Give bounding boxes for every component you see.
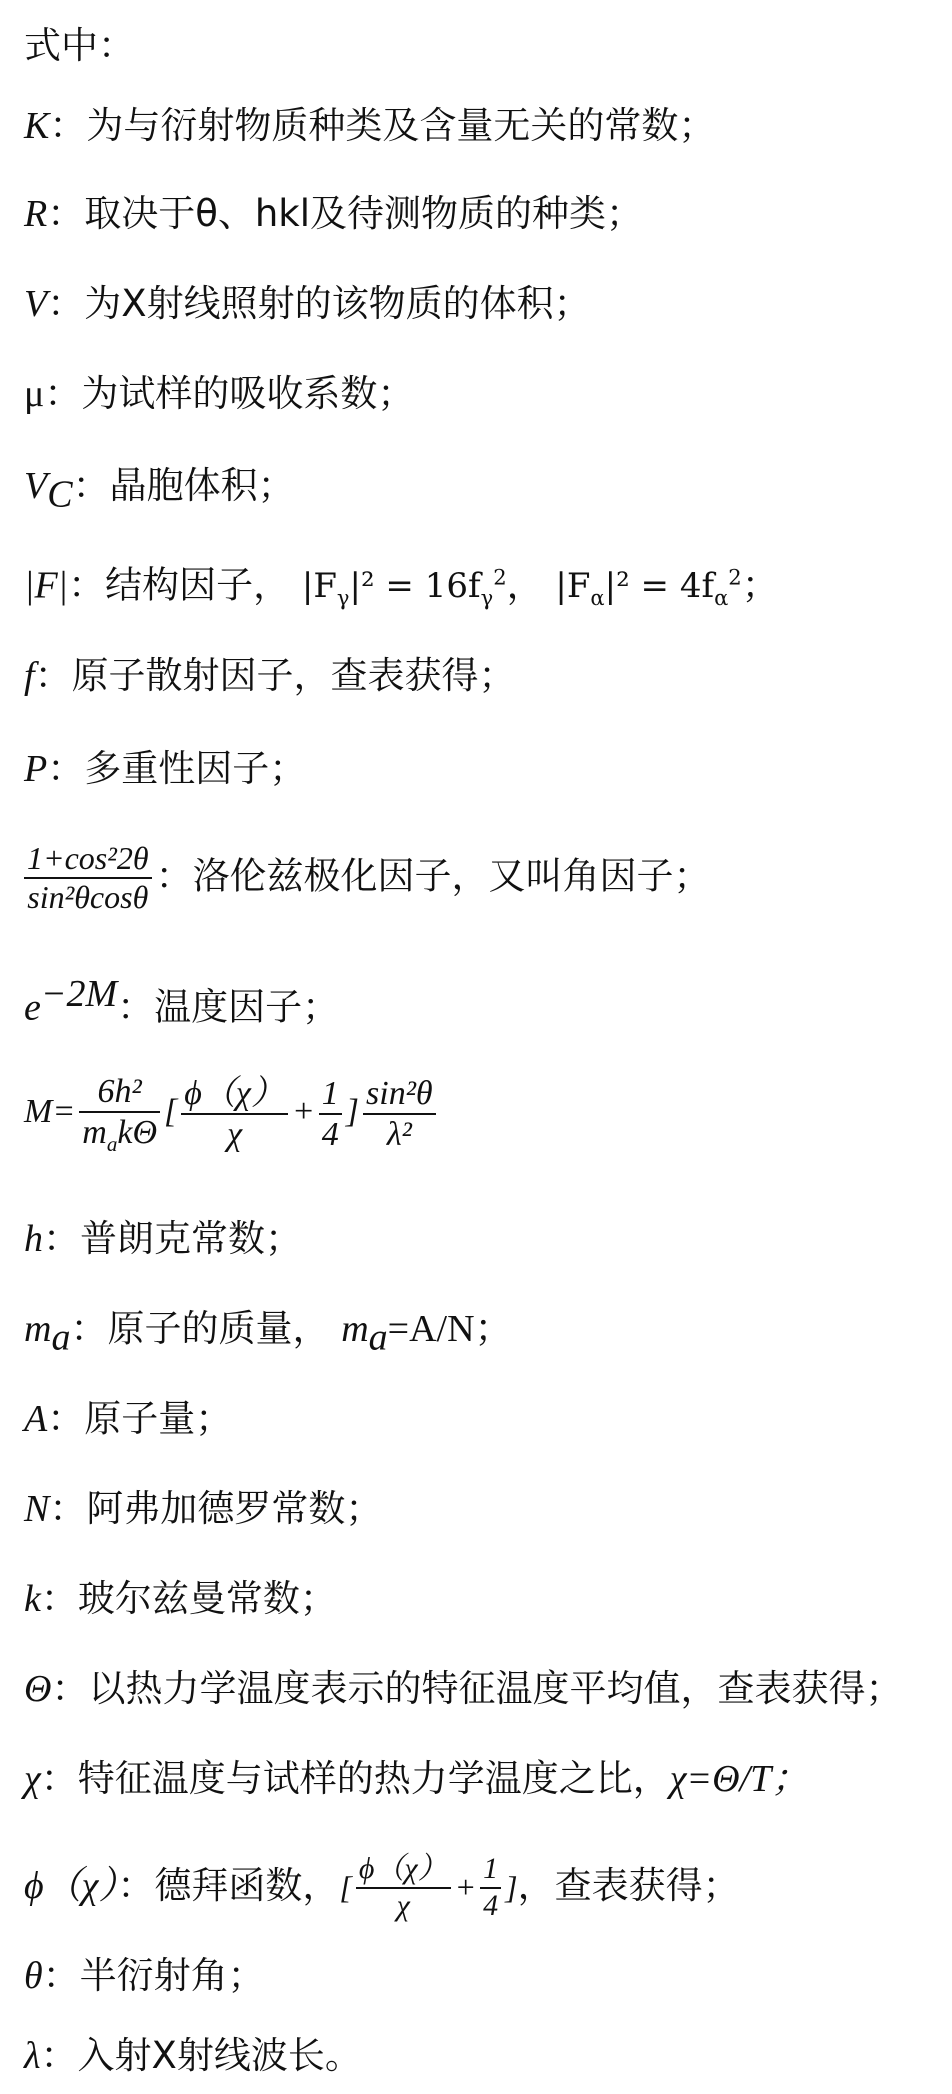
colon: ： (68, 563, 106, 607)
close-bracket: ] (345, 1092, 360, 1130)
sin-fraction: $\frac{\text{sin²θ}}{\text{λ²}}$ (363, 1074, 436, 1154)
symbol: k (24, 1578, 41, 1620)
colon: ： (40, 1577, 78, 1620)
colon: ： (70, 1307, 108, 1350)
symbol: |F| (24, 564, 69, 607)
def-N (24, 1485, 382, 1533)
symbol: R (24, 193, 48, 235)
ma-subscript: a (368, 1316, 388, 1359)
colon: ： (155, 854, 193, 898)
lp-denominator: sin²θcosθ (27, 878, 149, 915)
colon: ： (49, 1487, 87, 1530)
lp-fraction (24, 840, 152, 916)
symbol: χ (24, 1758, 41, 1800)
def-R (24, 190, 643, 238)
symbol: P (24, 748, 48, 790)
separator: ， (506, 563, 544, 607)
description: 晶胞体积； (109, 464, 295, 507)
symbol-superscript: −2M (40, 973, 118, 1015)
phi-fraction: $\frac{\phi(\chi)}{\chi}$ (356, 1852, 451, 1923)
end-mark: ； (741, 563, 779, 607)
phi-fraction: $\frac{\phi(\chi)}{\chi}$ (181, 1074, 288, 1154)
intro-text: 式中： (24, 24, 135, 67)
description: 原子散射因子，查表获得； (71, 654, 516, 697)
def-LP (24, 840, 711, 916)
def-h (24, 1215, 302, 1263)
def-phi (24, 1852, 740, 1923)
def-e (24, 970, 339, 1031)
symbol-subscript: C (47, 473, 73, 516)
symbol: ϕ（χ） (24, 1865, 118, 1907)
close-bracket: ] (505, 1869, 518, 1905)
symbol: θ (24, 1955, 43, 1997)
def-K (24, 102, 715, 150)
description: 半衍射角； (79, 1954, 265, 1997)
def-Theta (24, 1665, 902, 1713)
quarter-fraction: $\frac{1}{4}$ (480, 1852, 501, 1923)
colon: ： (44, 372, 82, 415)
symbol: K (24, 105, 50, 147)
description: 为试样的吸收系数； (81, 372, 415, 415)
colon: ： (43, 1217, 80, 1260)
colon: ： (47, 282, 85, 325)
symbol: V (24, 465, 48, 507)
intro-line (24, 22, 135, 70)
colon: ： (47, 192, 85, 235)
description: 洛伦兹极化因子，又叫角因子； (192, 854, 711, 898)
def-A (24, 1395, 232, 1443)
description: 玻尔兹曼常数； (77, 1577, 337, 1620)
colon: ： (47, 1397, 85, 1440)
colon: ： (34, 654, 72, 697)
description: 特征温度与试样的热力学温度之比， (77, 1757, 670, 1800)
chi-equation: χ=Θ/T； (669, 1758, 810, 1800)
colon: ： (51, 1667, 89, 1710)
ma-symbol: m (341, 1308, 369, 1350)
colon: ： (117, 1864, 155, 1907)
symbol: N (24, 1488, 50, 1530)
description: 以热力学温度表示的特征温度平均值，查表获得； (88, 1667, 903, 1710)
description: 为与衍射物质种类及含量无关的常数； (86, 104, 716, 147)
open-bracket: [ (339, 1869, 352, 1905)
description: 入射X射线波长。 (77, 2034, 362, 2077)
colon: ： (49, 104, 87, 147)
symbol: λ (24, 2035, 41, 2077)
description: 结构因子， (105, 563, 291, 607)
description: 温度因子； (154, 985, 340, 1029)
def-chi (24, 1755, 809, 1803)
def-theta (24, 1952, 265, 2000)
lp-numerator: 1+cos²2θ (24, 840, 152, 879)
m-fraction: $\frac{\text{6h²}}{m_ak\Theta}$ (79, 1072, 160, 1156)
quarter-fraction: $\frac{1}{4}$ (319, 1074, 342, 1154)
colon: ： (42, 1954, 80, 1997)
gamma-equation: $|F_\gamma|^2 = 16f_\gamma^2$ (301, 565, 507, 611)
ma-equation: =A/N； (387, 1308, 513, 1350)
colon: ： (72, 464, 110, 507)
def-ma (24, 1305, 513, 1361)
m-lhs: M= (24, 1092, 76, 1130)
symbol: f (24, 655, 35, 697)
def-mu (24, 370, 414, 418)
def-F (24, 554, 779, 622)
symbol: A (24, 1398, 48, 1440)
alpha-equation: $|F_\alpha|^2 = 4f_\alpha^2$ (555, 565, 742, 611)
description: 原子量； (84, 1397, 233, 1440)
def-V (24, 280, 591, 328)
def-Vc (24, 462, 295, 518)
def-k (24, 1575, 337, 1623)
symbol: h (24, 1218, 43, 1260)
description: 为X射线照射的该物质的体积； (84, 282, 591, 325)
symbol: V (24, 283, 48, 325)
symbol: Θ (24, 1668, 52, 1710)
colon: ： (40, 2034, 78, 2077)
plus: + (454, 1869, 477, 1905)
plus: + (291, 1092, 315, 1130)
symbol: μ (24, 373, 45, 415)
description: 普朗克常数； (80, 1217, 302, 1260)
colon: ： (40, 1757, 78, 1800)
def-f (24, 652, 516, 700)
M-formula (24, 1072, 440, 1156)
def-P (24, 745, 306, 793)
colon: ： (47, 747, 85, 790)
colon: ： (117, 985, 155, 1029)
symbol: m (24, 1308, 52, 1350)
end-text: ，查表获得； (517, 1864, 740, 1907)
description: 多重性因子； (84, 747, 307, 790)
open-bracket: [ (164, 1092, 178, 1130)
symbol-subscript: a (51, 1316, 71, 1359)
description: 阿弗加德罗常数； (86, 1487, 383, 1530)
description: 德拜函数， (154, 1864, 340, 1907)
description: 取决于θ、hkl及待测物质的种类； (84, 192, 644, 235)
description: 原子的质量， (107, 1307, 330, 1350)
symbol: e (24, 986, 41, 1029)
def-lambda (24, 2032, 362, 2080)
